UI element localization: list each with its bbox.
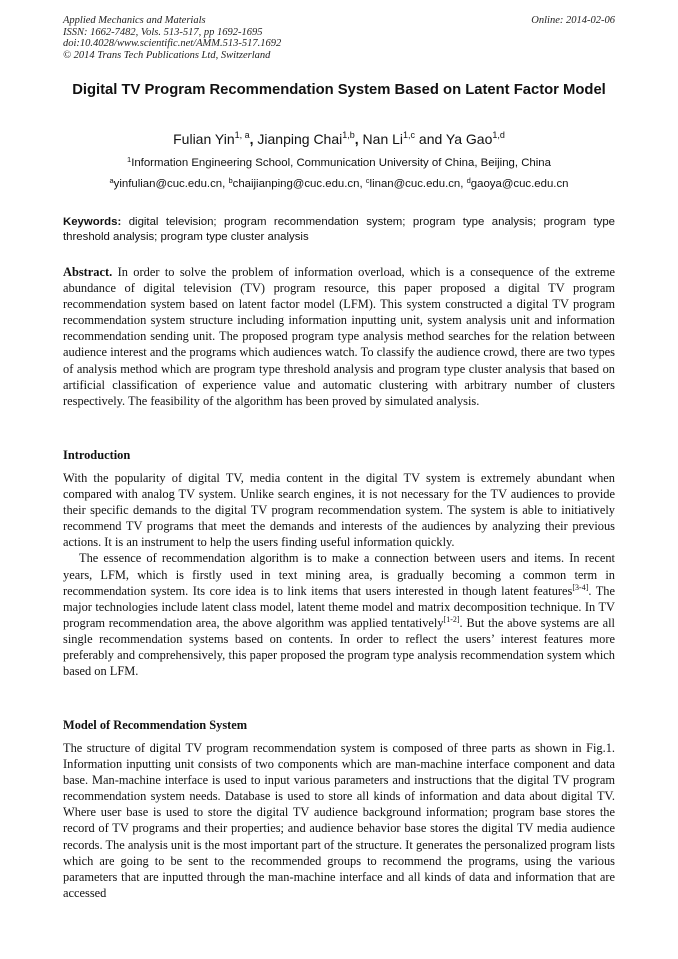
author-name: Ya Gao [445,131,493,147]
email-address[interactable]: linan@cuc.edu.cn [369,178,461,190]
affiliation-text: Information Engineering School, Communication University of China, Beijing, China [131,157,551,169]
paper-title: Digital TV Program Recommendation System Based on Latent Factor Model [72,82,606,98]
author-list [63,130,615,148]
author-superscript: 1, a [234,130,250,140]
introduction-paragraph-1: With the popularity of digital TV, media content in the digital TV system is extremely abundant when compared with analog TV system. Unlike search engines, it is not necessary for the TV audiences to provide their specific demands to the digital TV program recommendation system. The system is able to initiatively recommend TV programs that meet the demands and interests of the audiences by analyzing their previous actions. It is an instrument to help the users finding useful information quickly. [63,471,615,550]
email-superscript: a [109,176,114,185]
model-heading: Model of Recommendation System [63,718,248,732]
keywords-text: digital television; program recommendation system; program type analysis; program type threshold analysis; program type cluster analysis [63,216,615,243]
paragraph-text: . But the above systems are all single recommendation systems based on contents. In order to reflect the users’ interest features more preferably and comprehensively, this paper proposed the program type analysis recommendation system which based on LFM. [63,615,615,679]
author-name: Fulian Yin [173,131,235,147]
author-name: Nan Li [362,131,404,147]
introduction-body [63,470,615,679]
author-separator: and [415,131,446,147]
journal-header [63,15,281,61]
model-body [63,740,615,901]
email-superscript: d [466,176,471,185]
introduction-heading: Introduction [63,448,131,462]
model-paragraph-1: The structure of digital TV program recommendation system is composed of three parts as shown in Fig.1. Information inputting unit consists of two components which are man-machine interface component and data base. Man-machine interface is used to input various parameters and instructions that the digital TV program recommendation system needs. Database is used to store all kinds of information and data about digital TV. Where user base is used to store the digital TV audience background information; program base stores the record of TV programs and their properties; and audience behavior base stores the digital TV media audience records. The analysis unit is the most important part of the structure. It generates the personalized program lists which are going to be sent to the recommended groups to recommend the programs, using the various parameters that are inputted through the man-machine interface and all kinds of data and information that are accessed [63,741,615,900]
abstract-text: In order to solve the problem of information overload, which is a consequence of the extreme abundance of digital television (TV) program resource, this paper proposed a digital TV program recommendation system based on latent factor model (LFM). This system constructed a digital TV program recommendation system structure including information inputting unit, system analysis unit and information recommendation sending unit. The proposed program type analysis method searches for the relation between audience interest and the programs which audiences watch. To classify the audience crowd, there are two types of analysis method which are program type threshold analysis and program type cluster analysis that based on artificial classification of experience value and automatic clustering with arbitrary number of clusters respectively. The feasibility of the algorithm has been proved by simulated analysis. [63,265,615,408]
introduction-paragraph-2 [63,550,615,679]
email-list [63,177,615,192]
journal-copyright: © 2014 Trans Tech Publications Ltd, Switzerland [63,49,271,61]
author-name: Jianping Chai [257,131,343,147]
abstract-label: Abstract. [63,265,113,279]
affiliation-superscript: 1 [127,155,132,164]
journal-issn: ISSN: 1662-7482, Vols. 513-517, pp 1692-1695 [63,26,263,38]
paragraph-text: . The major technologies include latent class model, latent theme model and matrix decomposition technique. In TV program recommendation area, the above algorithm was applied tentatively [63,583,615,630]
email-superscript: c [365,176,370,185]
author-separator: , [249,131,258,147]
email-separator: , [460,178,467,190]
affiliation [63,156,615,171]
author-superscript: 1,b [342,130,355,140]
keywords-label: Keywords: [63,216,122,228]
paragraph-text: The essence of recommendation algorithm is to make a connection between users and items. In recent years, LFM, which is firstly used in text mining area, is gradually becoming a common term in recommendation system. Its core idea is to link items that users interested in though latent features [63,551,615,598]
abstract [63,264,615,409]
author-superscript: 1,d [492,130,505,140]
email-address[interactable]: gaoya@cuc.edu.cn [470,178,569,190]
author-superscript: 1,c [403,130,416,140]
journal-doi[interactable]: doi:10.4028/www.scientific.net/AMM.513-517.1692 [63,38,282,50]
email-address[interactable]: yinfulian@cuc.edu.cn [113,178,223,190]
email-superscript: b [228,176,233,185]
online-date: Online: 2014-02-06 [531,15,615,26]
keywords [63,215,615,245]
email-separator: , [222,178,229,190]
journal-name: Applied Mechanics and Materials [63,15,206,26]
citation-reference[interactable]: [1-2] [443,614,460,624]
citation-reference[interactable]: [3-4] [572,582,589,592]
email-separator: , [359,178,366,190]
author-separator: , [354,131,363,147]
email-address[interactable]: chaijianping@cuc.edu.cn [232,178,360,190]
